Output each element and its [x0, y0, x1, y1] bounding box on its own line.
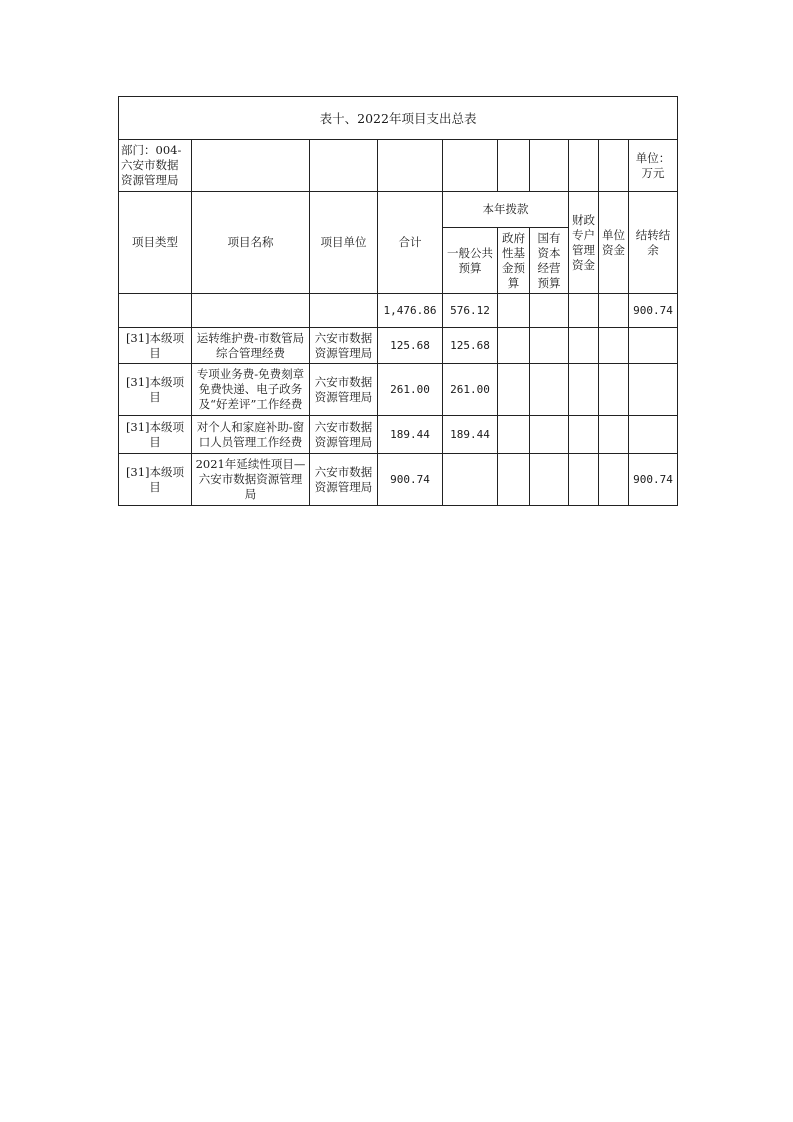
header-project-type: 项目类型 — [119, 192, 192, 294]
row-total: 261.00 — [378, 364, 443, 416]
row-type: [31]本级项目 — [119, 416, 192, 454]
row-total: 900.74 — [378, 454, 443, 506]
table-row — [119, 364, 678, 416]
row-unit: 六安市数据资源管理局 — [310, 364, 378, 416]
row-general: 189.44 — [443, 416, 498, 454]
expenditure-table-sheet — [118, 96, 678, 506]
summary-general: 576.12 — [443, 294, 498, 328]
header-state-capital-budget: 国有资本经营预算 — [530, 228, 569, 294]
row-general — [443, 454, 498, 506]
header-gov-fund-budget: 政府性基金预算 — [498, 228, 530, 294]
row-unit: 六安市数据资源管理局 — [310, 416, 378, 454]
header-carryover: 结转结余 — [629, 192, 678, 294]
header-general-budget: 一般公共预算 — [443, 228, 498, 294]
header-project-unit: 项目单位 — [310, 192, 378, 294]
header-year-allocation: 本年拨款 — [443, 192, 569, 228]
row-total: 189.44 — [378, 416, 443, 454]
row-carryover: 900.74 — [629, 454, 678, 506]
row-type: [31]本级项目 — [119, 328, 192, 364]
summary-total: 1,476.86 — [378, 294, 443, 328]
row-carryover — [629, 416, 678, 454]
row-carryover — [629, 328, 678, 364]
header-fiscal-special: 财政专户管理资金 — [569, 192, 599, 294]
row-name: 专项业务费-免费刻章免费快递、电子政务及“好差评”工作经费 — [192, 364, 310, 416]
row-name: 2021年延续性项目—六安市数据资源管理局 — [192, 454, 310, 506]
row-type: [31]本级项目 — [119, 364, 192, 416]
table-row — [119, 454, 678, 506]
header-unit-fund: 单位资金 — [599, 192, 629, 294]
project-expenditure-table — [118, 96, 678, 506]
row-type: [31]本级项目 — [119, 454, 192, 506]
summary-carryover: 900.74 — [629, 294, 678, 328]
row-carryover — [629, 364, 678, 416]
row-name: 对个人和家庭补助-窗口人员管理工作经费 — [192, 416, 310, 454]
row-unit: 六安市数据资源管理局 — [310, 328, 378, 364]
header-total: 合计 — [378, 192, 443, 294]
table-row — [119, 328, 678, 364]
row-general: 125.68 — [443, 328, 498, 364]
unit-label: 单位：万元 — [629, 140, 678, 192]
row-general: 261.00 — [443, 364, 498, 416]
row-total: 125.68 — [378, 328, 443, 364]
table-row — [119, 416, 678, 454]
department-label: 部门：004-六安市数据资源管理局 — [119, 140, 192, 192]
row-name: 运转维护费-市数管局综合管理经费 — [192, 328, 310, 364]
header-project-name: 项目名称 — [192, 192, 310, 294]
summary-row — [119, 294, 678, 328]
table-title: 表十、2022年项目支出总表 — [119, 97, 678, 140]
row-unit: 六安市数据资源管理局 — [310, 454, 378, 506]
